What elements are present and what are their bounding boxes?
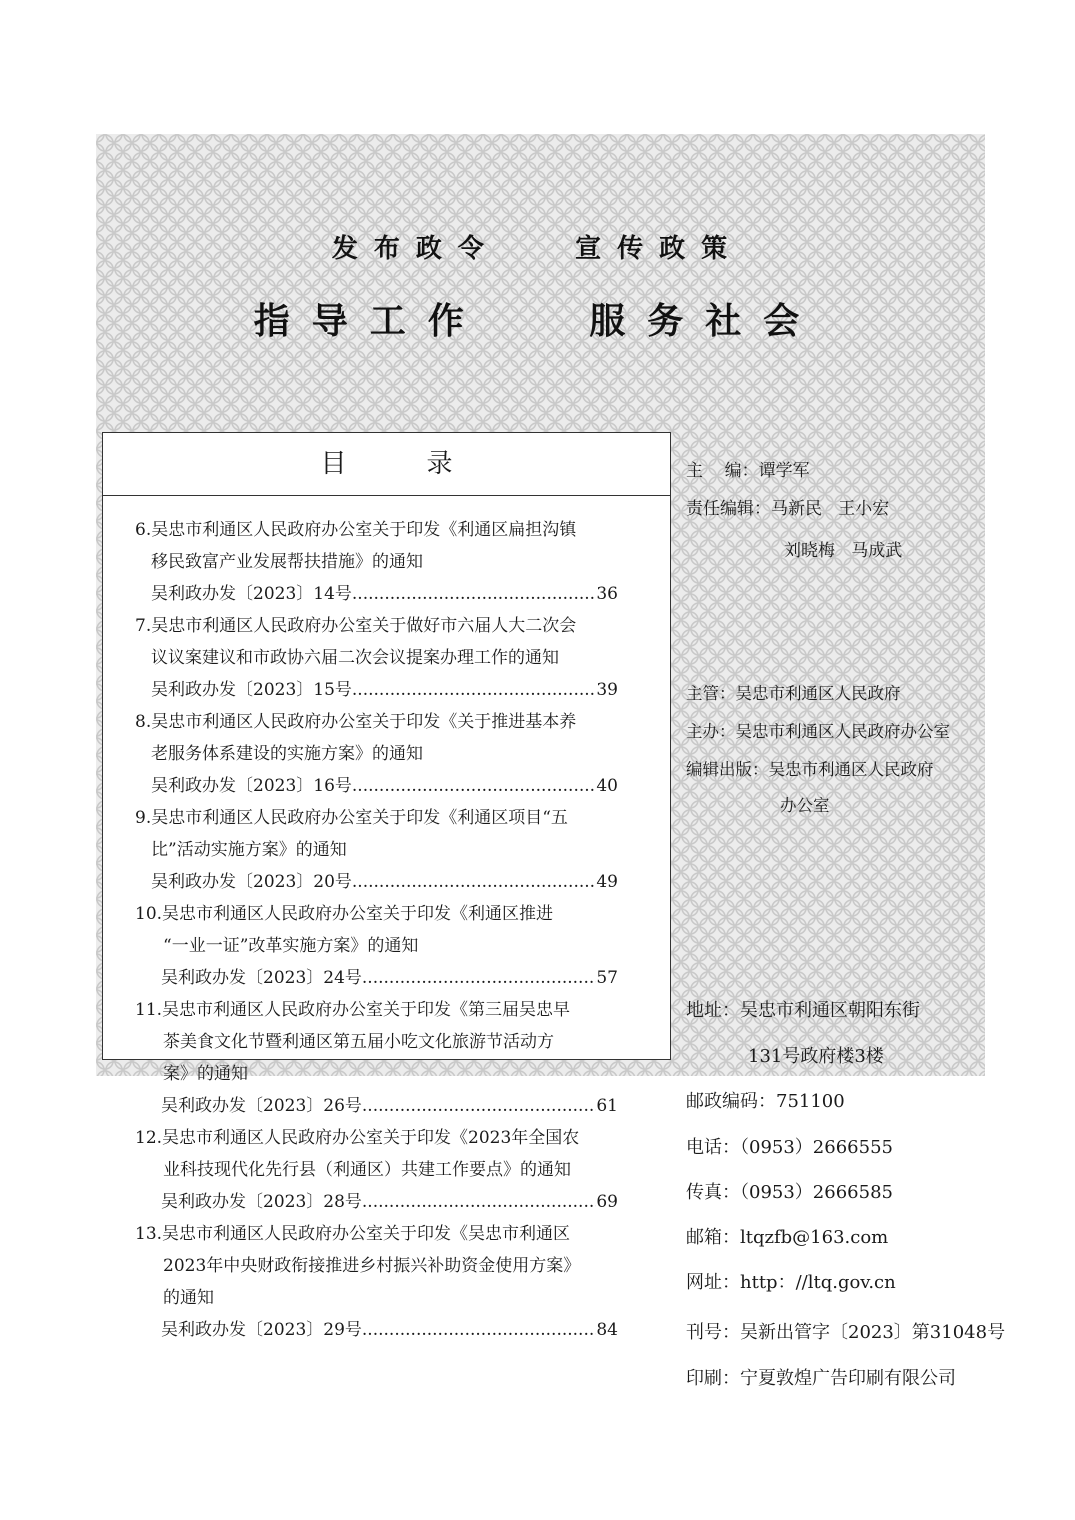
sponsor-value: 吴忠市利通区人民政府办公室 [735, 722, 950, 741]
chief-editor [686, 456, 810, 481]
chief-editor-label: 主 编： [686, 461, 759, 481]
toc-leader-dots [362, 1090, 596, 1122]
email-label: 邮箱： [686, 1227, 740, 1248]
toc-entry-doc-number: 吴利政办发〔2023〕28号 [161, 1192, 362, 1212]
toc-entry[interactable] [103, 514, 670, 610]
toc-entry-page-number: 61 [596, 1096, 618, 1116]
editor-publisher-line-2: 办公室 [780, 796, 830, 815]
phone-value: （0953）2666555 [740, 1137, 893, 1158]
slogan-line-2: 指导工作 服务社会 [253, 301, 822, 342]
toc-entry-title-continued: 比”活动实施方案》的通知 [151, 840, 347, 860]
responsible-editors-line-1: 马新民 王小宏 [771, 499, 890, 519]
toc-entry[interactable] [103, 610, 670, 706]
issue-number-label: 刊号： [686, 1322, 740, 1343]
toc-title: 目录 [103, 433, 670, 496]
table-of-contents [102, 432, 671, 1340]
toc-list [103, 496, 670, 1346]
toc-entry[interactable] [103, 898, 670, 994]
toc-entry-title-continued: 案》的通知 [163, 1064, 248, 1084]
toc-entry-title: 8.吴忠市利通区人民政府办公室关于印发《关于推进基本养 [135, 712, 577, 732]
toc-entry-doc-number: 吴利政办发〔2023〕14号 [151, 584, 352, 604]
toc-entry-document-line [103, 962, 670, 994]
toc-leader-dots [362, 1314, 596, 1346]
toc-entry-document-line [103, 674, 670, 706]
email-value[interactable]: ltqzfb@163.com [740, 1227, 889, 1248]
address [686, 996, 920, 1022]
editor-publisher-label: 编辑出版： [686, 760, 769, 779]
address-label: 地址： [686, 1000, 740, 1021]
website [686, 1268, 896, 1294]
toc-entry-page-number: 84 [596, 1320, 618, 1340]
toc-entry[interactable] [103, 802, 670, 898]
website-label: 网址： [686, 1272, 740, 1293]
toc-entry-page-number: 57 [596, 968, 618, 988]
toc-entry[interactable] [103, 1218, 670, 1346]
toc-leader-dots [352, 578, 596, 610]
toc-entry-document-line [103, 1314, 670, 1346]
toc-entry-doc-number: 吴利政办发〔2023〕16号 [151, 776, 352, 796]
supervisor-label: 主管： [686, 684, 736, 703]
toc-entry-title-continued: “一业一证”改革实施方案》的通知 [163, 936, 419, 956]
toc-entry-document-line [103, 1186, 670, 1218]
toc-entry-title: 10.吴忠市利通区人民政府办公室关于印发《利通区推进 [135, 904, 554, 924]
responsible-editors-label: 责任编辑： [686, 499, 771, 519]
toc-leader-dots [362, 1186, 596, 1218]
postcode [686, 1087, 845, 1113]
fax-value: （0953）2666585 [740, 1182, 893, 1203]
toc-leader-dots [352, 770, 596, 802]
toc-entry-page-number: 49 [596, 872, 618, 892]
printer-label: 印刷： [686, 1368, 740, 1389]
fax [686, 1178, 893, 1204]
toc-entry-document-line [103, 770, 670, 802]
toc-entry-title: 11.吴忠市利通区人民政府办公室关于印发《第三届吴忠早 [135, 1000, 571, 1020]
toc-entry-title-continued: 移民致富产业发展帮扶措施》的通知 [151, 552, 423, 572]
toc-entry-page-number: 69 [596, 1192, 618, 1212]
toc-entry-doc-number: 吴利政办发〔2023〕26号 [161, 1096, 362, 1116]
printer-value: 宁夏敦煌广告印刷有限公司 [740, 1368, 956, 1389]
toc-entry-title-continued: 的通知 [163, 1288, 214, 1308]
toc-entry-title-continued: 茶美食文化节暨利通区第五届小吃文化旅游节活动方 [163, 1032, 554, 1052]
toc-entry-page-number: 39 [596, 680, 618, 700]
toc-entry[interactable] [103, 706, 670, 802]
toc-entry-title-continued: 业科技现代化先行县（利通区）共建工作要点》的通知 [163, 1160, 571, 1180]
postcode-value: 751100 [776, 1091, 845, 1112]
address-line-1: 吴忠市利通区朝阳东街 [740, 1000, 920, 1021]
issue-number-value: 吴新出管字〔2023〕第31048号 [740, 1322, 1006, 1343]
toc-entry-title: 6.吴忠市利通区人民政府办公室关于印发《利通区扁担沟镇 [135, 520, 577, 540]
toc-leader-dots [352, 866, 596, 898]
printer [686, 1364, 956, 1390]
toc-entry-document-line [103, 578, 670, 610]
fax-label: 传真： [686, 1182, 740, 1203]
editor-publisher [686, 756, 934, 780]
sponsor [686, 718, 950, 742]
phone-label: 电话： [686, 1137, 740, 1158]
toc-entry-doc-number: 吴利政办发〔2023〕29号 [161, 1320, 362, 1340]
slogan-line-1: 发布政令 宣传政策 [331, 234, 744, 264]
toc-entry-title: 7.吴忠市利通区人民政府办公室关于做好市六届人大二次会 [135, 616, 577, 636]
toc-entry-page-number: 36 [596, 584, 618, 604]
toc-entry[interactable] [103, 1122, 670, 1218]
toc-leader-dots [362, 962, 596, 994]
toc-entry-doc-number: 吴利政办发〔2023〕20号 [151, 872, 352, 892]
toc-leader-dots [352, 674, 596, 706]
supervisor [686, 680, 901, 704]
address-line-2: 131号政府楼3楼 [748, 1046, 884, 1067]
supervisor-value: 吴忠市利通区人民政府 [735, 684, 901, 703]
toc-entry-doc-number: 吴利政办发〔2023〕24号 [161, 968, 362, 988]
issue-number [686, 1318, 1005, 1344]
editor-publisher-value: 吴忠市利通区人民政府 [768, 760, 934, 779]
toc-entry-title: 9.吴忠市利通区人民政府办公室关于印发《利通区项目“五 [135, 808, 568, 828]
responsible-editors [686, 494, 889, 519]
phone [686, 1133, 893, 1159]
responsible-editors-line-2: 刘晓梅 马成武 [784, 541, 903, 561]
toc-entry-document-line [103, 866, 670, 898]
toc-entry-title: 12.吴忠市利通区人民政府办公室关于印发《2023年全国农 [135, 1128, 580, 1148]
toc-entry-document-line [103, 1090, 670, 1122]
sponsor-label: 主办： [686, 722, 736, 741]
website-link[interactable]: http：//ltq.gov.cn [740, 1272, 896, 1293]
toc-entry-title-continued: 2023年中央财政衔接推进乡村振兴补助资金使用方案》 [163, 1256, 581, 1276]
toc-entry-title-continued: 议议案建议和市政协六届二次会议提案办理工作的通知 [151, 648, 559, 668]
toc-entry-title: 13.吴忠市利通区人民政府办公室关于印发《吴忠市利通区 [135, 1224, 571, 1244]
toc-entry-page-number: 40 [596, 776, 618, 796]
chief-editor-name: 谭学军 [758, 461, 810, 481]
toc-entry[interactable] [103, 994, 670, 1122]
toc-entry-doc-number: 吴利政办发〔2023〕15号 [151, 680, 352, 700]
email [686, 1223, 888, 1249]
toc-entry-title-continued: 老服务体系建设的实施方案》的通知 [151, 744, 423, 764]
postcode-label: 邮政编码： [686, 1091, 776, 1112]
